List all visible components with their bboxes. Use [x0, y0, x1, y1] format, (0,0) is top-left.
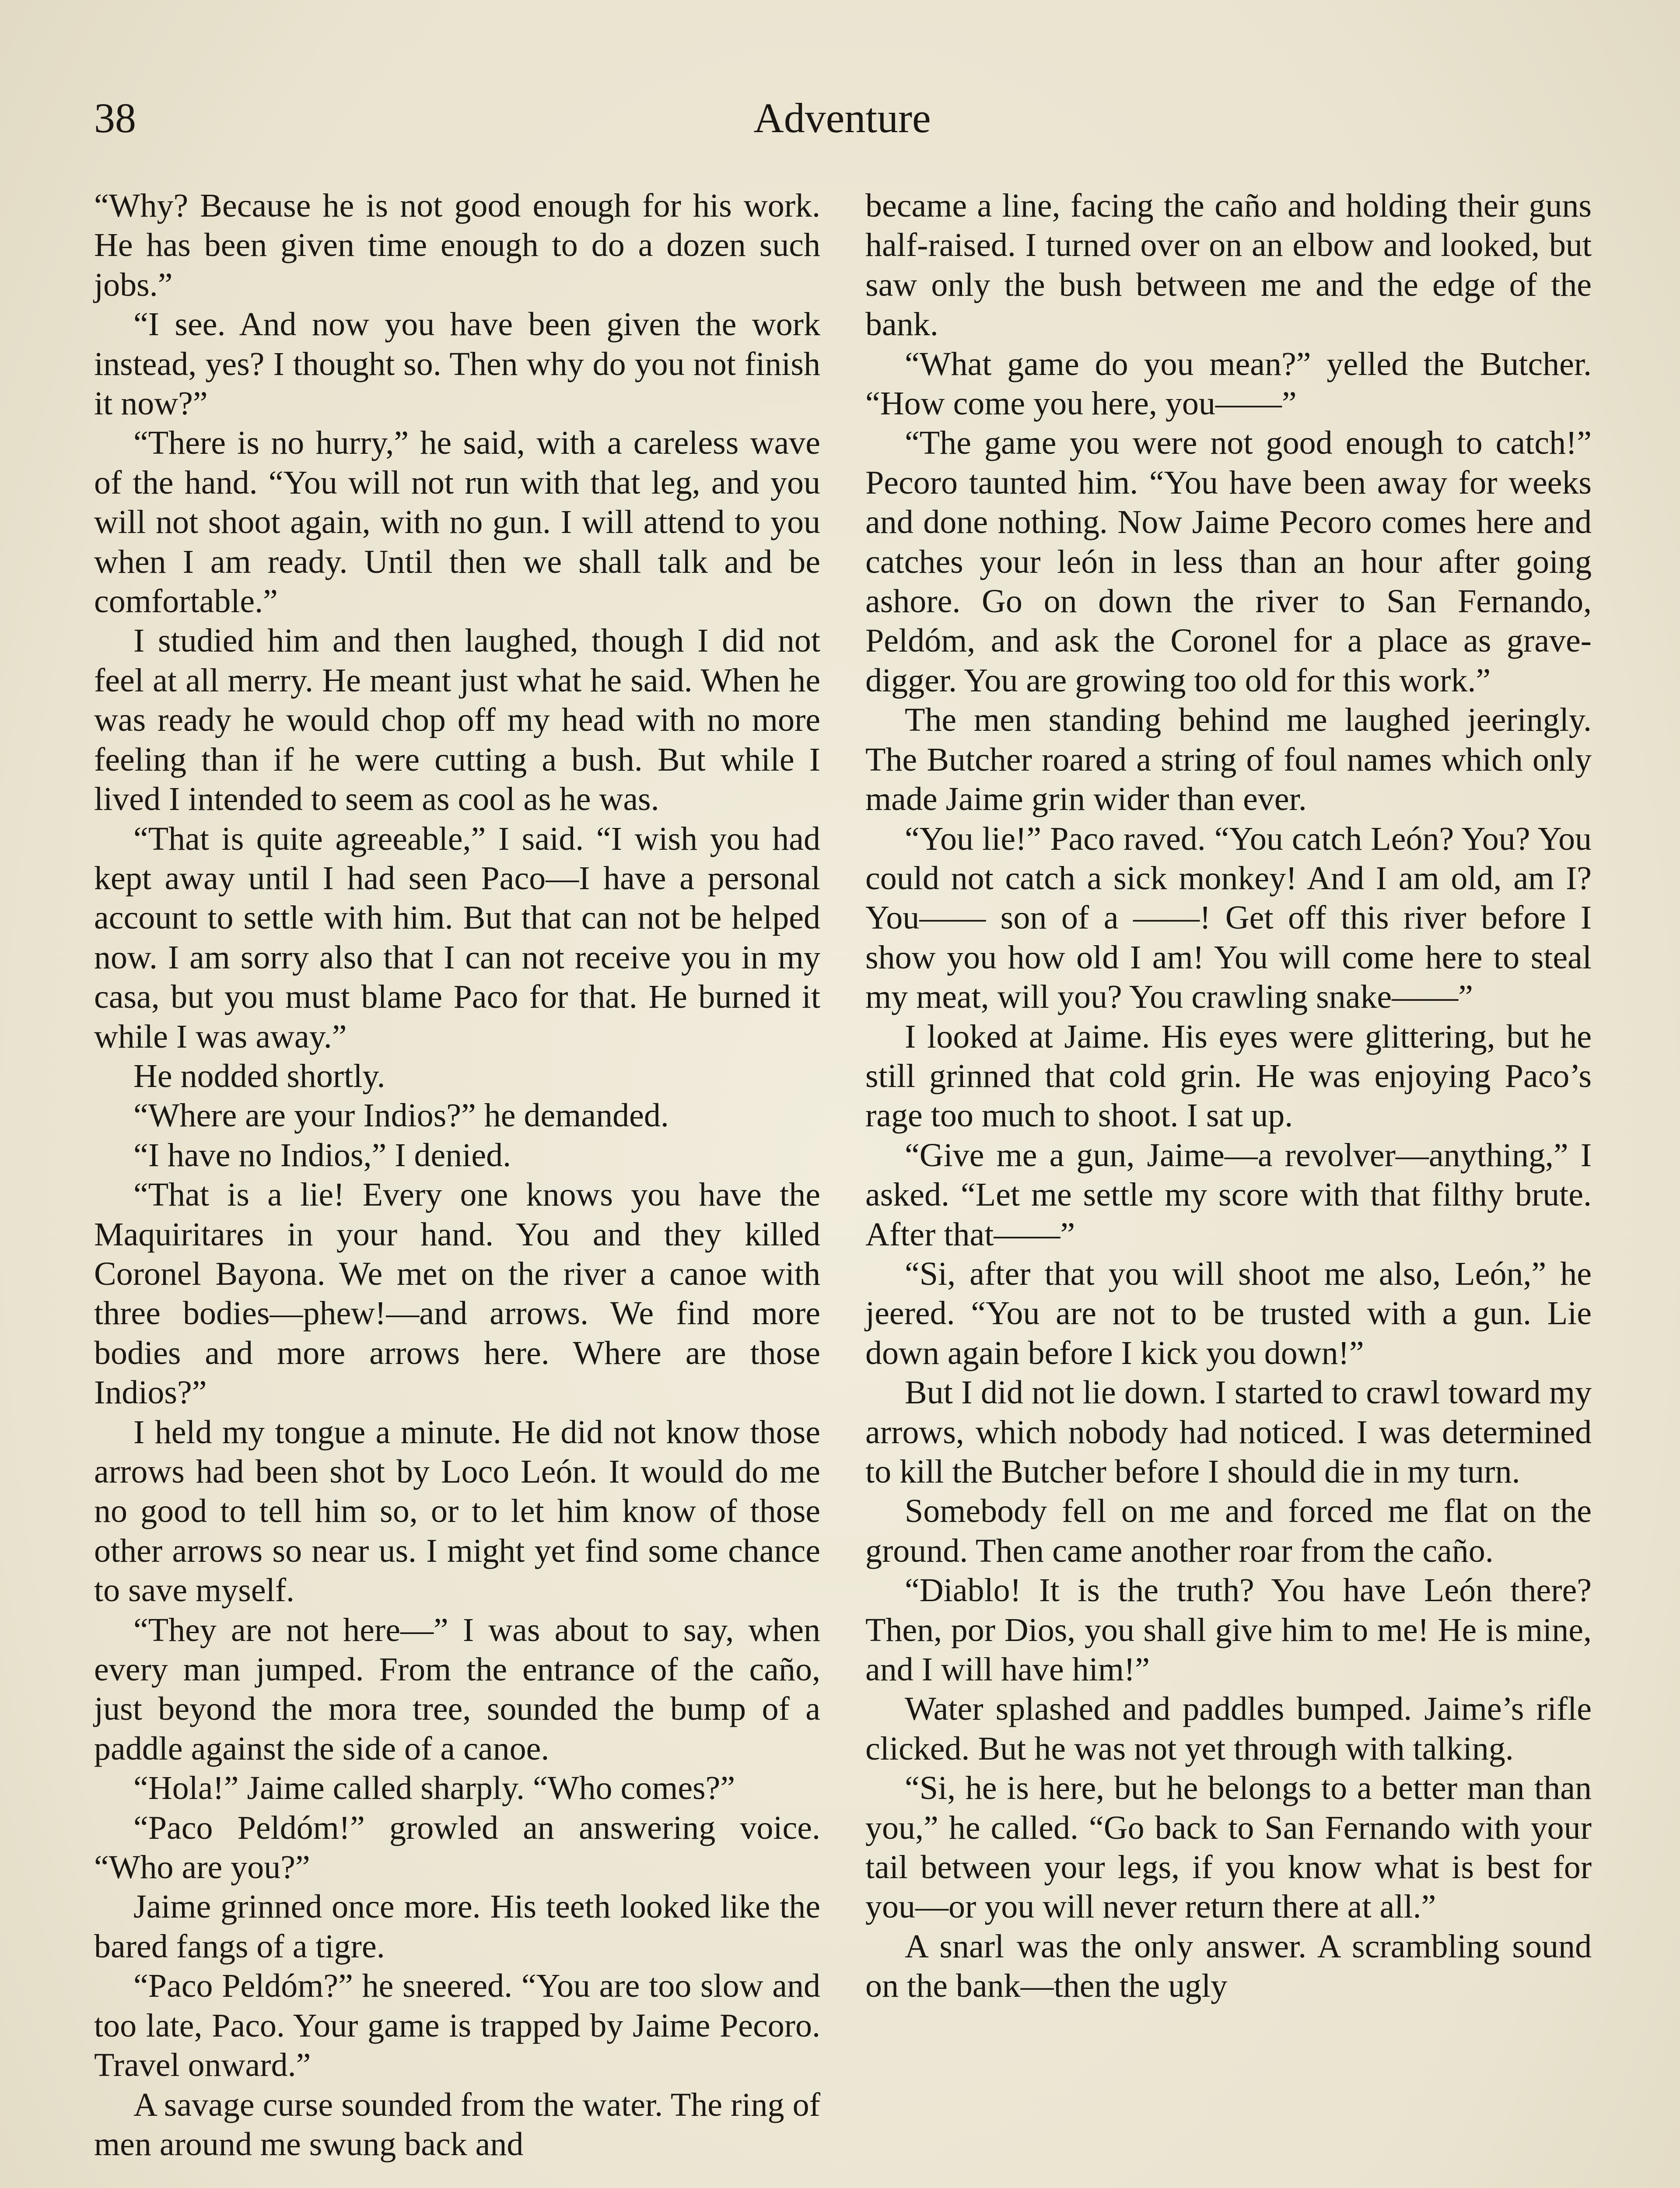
- paragraph: “What game do you mean?” yelled the Butcher. “How come you here, you——”: [865, 345, 1592, 422]
- paragraph: But I did not lie down. I started to crawl toward my arrows, which nobody had noticed. I was determined to kill the Butcher before I should die in my turn.: [865, 1374, 1592, 1490]
- paragraph: “Why? Because he is not good enough for his work. He has been given time enough to do a dozen such jobs.”: [94, 187, 820, 303]
- paragraph: He nodded shortly.: [133, 1057, 385, 1094]
- right-column: [865, 186, 1592, 2006]
- paragraph: “I have no Indios,” I denied.: [133, 1136, 511, 1174]
- paragraph: Jaime grinned once more. His teeth looked like the bared fangs of a tigre.: [94, 1888, 820, 1965]
- paragraph: “I see. And now you have been given the work instead, yes? I thought so. Then why do you not finish it now?”: [94, 306, 820, 422]
- paragraph: “Paco Peldóm?” he sneered. “You are too slow and too late, Paco. Your game is trapped by Jaime Pecoro. Travel onward.”: [94, 1967, 820, 2084]
- paragraph: A snarl was the only answer. A scrambling sound on the bank—then the ugly: [865, 1928, 1592, 2005]
- paragraph: “That is quite agreeable,” I said. “I wish you had kept away until I had seen Paco—I have a personal account to settle with him. But that can not be helped now. I am sorry also that I can not receive you in my casa, but you must blame Paco for that. He burned it while I was away.”: [94, 820, 820, 1055]
- paragraph: “Hola!” Jaime called sharply. “Who comes?”: [133, 1770, 735, 1807]
- page-header: [94, 90, 1590, 147]
- paragraph: became a line, facing the caño and holding their guns half-raised. I turned over on an elbow and looked, but saw only the bush between me and the edge of the bank.: [865, 187, 1592, 343]
- paragraph: “The game you were not good enough to catch!” Pecoro taunted him. “You have been away for weeks and done nothing. Now Jaime Pecoro comes here and catches your león in less than an hour after going ashore. Go on down the river to San Fernando, Peldóm, and ask the Coronel for a place as grave-digger. You are growing too old for this work.”: [865, 424, 1592, 699]
- paragraph: “Si, he is here, but he belongs to a better man than you,” he called. “Go back to San Fernando with your tail between your legs, if you know what is best for you—or you will never return there at all.”: [865, 1770, 1592, 1925]
- paragraph: I studied him and then laughed, though I did not feel at all merry. He meant just what he said. When he was ready he would chop off my head with no more feeling than if he were cutting a bush. But while I lived I intended to seem as cool as he was.: [94, 622, 820, 818]
- left-column: [94, 186, 820, 2164]
- paragraph: A savage curse sounded from the water. The ring of men around me swung back and: [94, 2086, 820, 2163]
- paragraph: Somebody fell on me and forced me flat on the ground. Then came another roar from the caño.: [865, 1493, 1592, 1569]
- paragraph: “Where are your Indios?” he demanded.: [133, 1097, 669, 1134]
- paragraph: I held my tongue a minute. He did not know those arrows had been shot by Loco León. It would do me no good to tell him so, or to let him know of those other arrows so near us. I might yet find some chance to save myself.: [94, 1413, 820, 1609]
- paragraph: The men standing behind me laughed jeeringly. The Butcher roared a string of foul names which only made Jaime grin wider than ever.: [865, 701, 1592, 818]
- paragraph: “That is a lie! Every one knows you have the Maquiritares in your hand. You and they killed Coronel Bayona. We met on the river a canoe with three bodies—phew!—and arrows. We find more bodies and more arrows here. Where are those Indios?”: [94, 1176, 820, 1411]
- paragraph: “Paco Peldóm!” growled an answering voice. “Who are you?”: [94, 1809, 820, 1886]
- paragraph: “You lie!” Paco raved. “You catch León? You? You could not catch a sick monkey! And I am old, am I? You—— son of a ——! Get off this river before I show you how old I am! You will come here to steal my meat, will you? You crawling snake——”: [865, 820, 1592, 1016]
- paragraph: “Si, after that you will shoot me also, León,” he jeered. “You are not to be trusted with a gun. Lie down again before I kick you down!”: [865, 1255, 1592, 1371]
- page-number: 38: [94, 95, 136, 141]
- running-head: Adventure: [753, 95, 931, 141]
- paragraph: Water splashed and paddles bumped. Jaime’s rifle clicked. But he was not yet through with talking.: [865, 1690, 1592, 1767]
- paragraph: “There is no hurry,” he said, with a careless wave of the hand. “You will not run with that leg, and you will not shoot again, with no gun. I will attend to you when I am ready. Until then we shall talk and be comfortable.”: [94, 424, 820, 620]
- paragraph: “Diablo! It is the truth? You have León there? Then, por Dios, you shall give him to me! He is mine, and I will have him!”: [865, 1572, 1592, 1688]
- paragraph: “They are not here—” I was about to say, when every man jumped. From the entrance of the caño, just beyond the mora tree, sounded the bump of a paddle against the side of a canoe.: [94, 1611, 820, 1767]
- paragraph: I looked at Jaime. His eyes were glittering, but he still grinned that cold grin. He was enjoying Paco’s rage too much to shoot. I sat up.: [865, 1018, 1592, 1134]
- paragraph: “Give me a gun, Jaime—a revolver—anything,” I asked. “Let me settle my score with that filthy brute. After that——”: [865, 1136, 1592, 1253]
